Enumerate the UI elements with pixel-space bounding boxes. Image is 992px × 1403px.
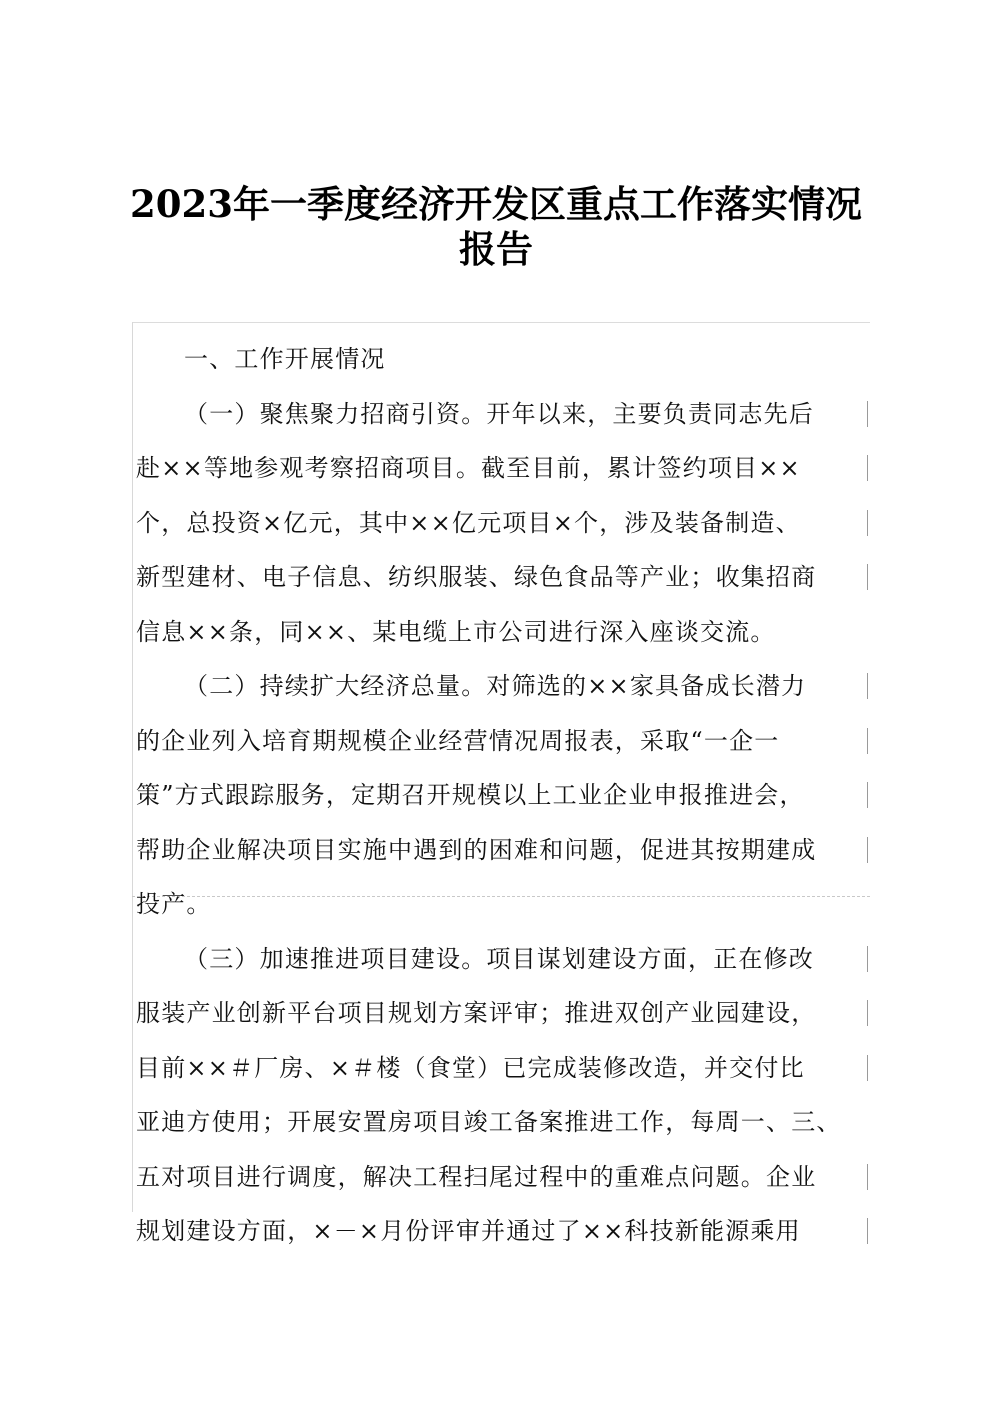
paragraph-line: 个，总投资×亿元，其中××亿元项目×个，涉及装备制造、 (136, 496, 868, 551)
paragraph-line: 规划建设方面，×－×月份评审并通过了××科技新能源乘用 (136, 1204, 868, 1259)
title-line-1: 2023年一季度经济开发区重点工作落实情况 (130, 182, 862, 226)
paragraph-line: 的企业列入培育期规模企业经营情况周报表，采取“一企一 (136, 714, 868, 769)
paragraph-line: 帮助企业解决项目实施中遇到的困难和问题，促进其按期建成 (136, 823, 868, 878)
paragraph-line: 投产。 (136, 890, 212, 918)
paragraph-line: （二）持续扩大经济总量。对筛选的××家具备成长潜力 (136, 659, 868, 714)
paragraph-line: 新型建材、电子信息、纺织服装、绿色食品等产业；收集招商 (136, 550, 868, 605)
paragraph-line: 五对项目进行调度，解决工程扫尾过程中的重难点问题。企业 (136, 1150, 868, 1205)
paragraph-line: 亚迪方使用；开展安置房项目竣工备案推进工作，每周一、三、 (136, 1108, 842, 1136)
paragraph-line: 目前××＃厂房、×＃楼（食堂）已完成装修改造，并交付比 (136, 1041, 868, 1096)
document-title (0, 182, 992, 272)
document-body (136, 332, 868, 1259)
paragraph-line: （三）加速推进项目建设。项目谋划建设方面，正在修改 (136, 932, 868, 987)
section-heading: 一、工作开展情况 (184, 345, 386, 373)
paragraph-line: 信息××条，同××、某电缆上市公司进行深入座谈交流。 (136, 617, 776, 646)
paragraph-line: （一）聚焦聚力招商引资。开年以来，主要负责同志先后 (136, 387, 868, 442)
paragraph-line: 赴××等地参观考察招商项目。截至目前，累计签约项目×× (136, 441, 868, 496)
paragraph-line: 服装产业创新平台项目规划方案评审；推进双创产业园建设， (136, 986, 868, 1041)
paragraph-line: 策”方式跟踪服务，定期召开规模以上工业企业申报推进会， (136, 768, 868, 823)
title-line-2: 报告 (459, 227, 533, 271)
